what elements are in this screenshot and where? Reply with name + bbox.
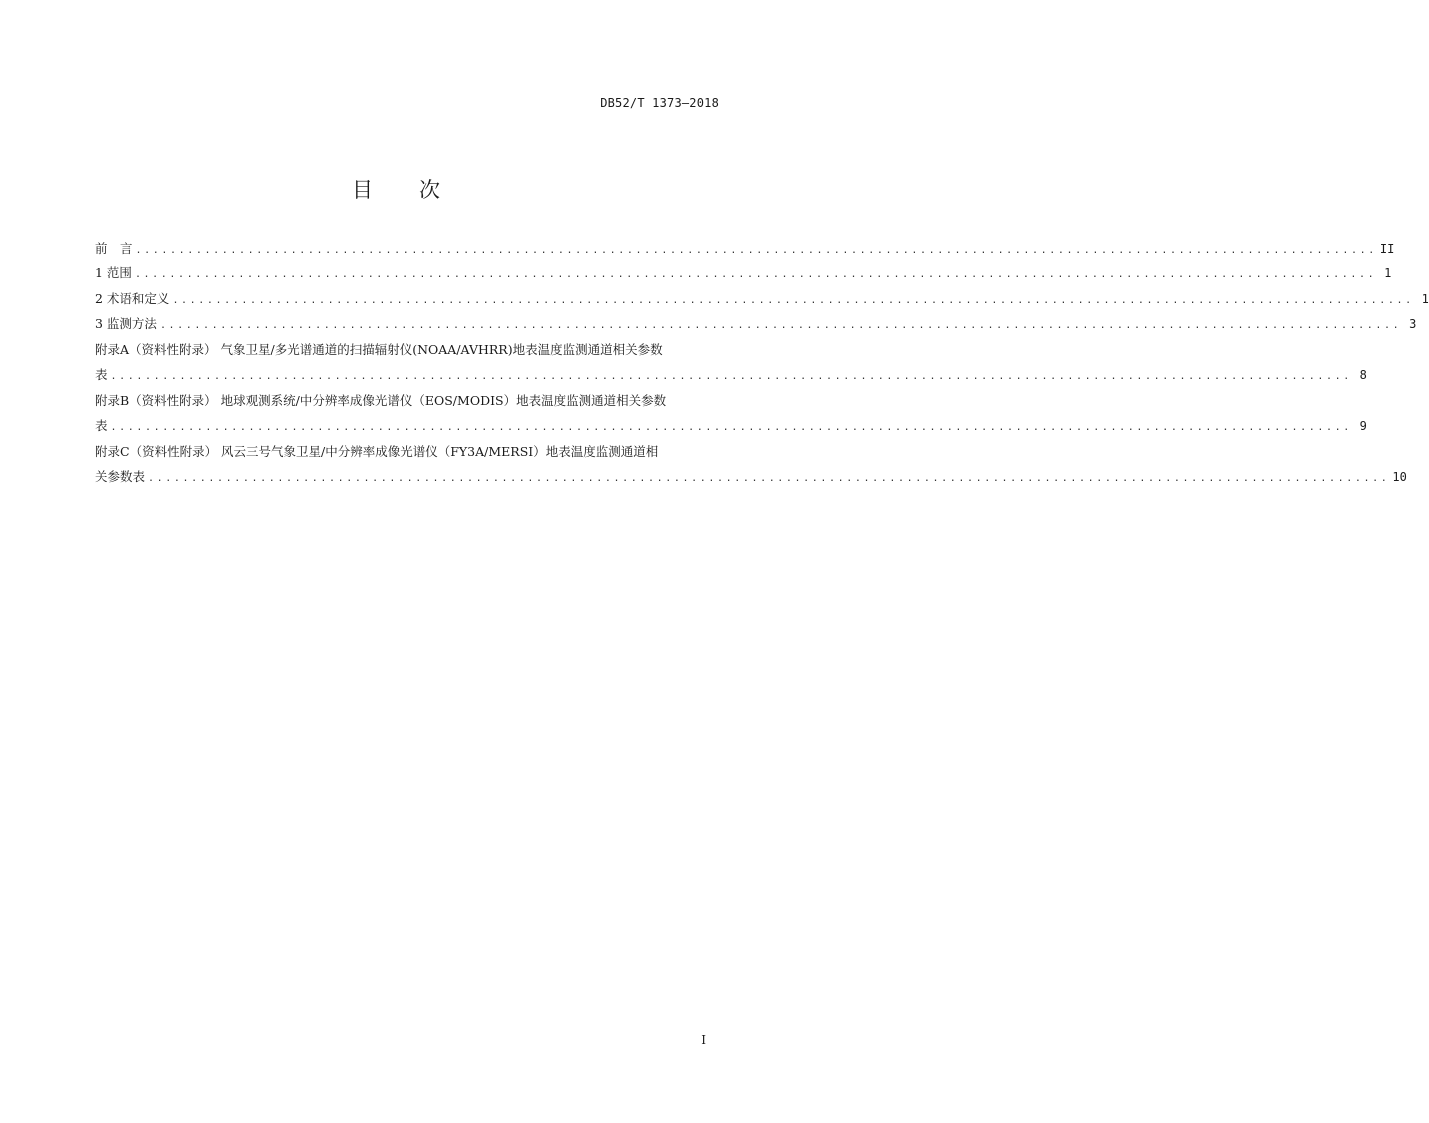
title-char-2: 次: [419, 178, 442, 202]
toc-page-number: II: [1379, 242, 1395, 256]
toc-entry-terms[interactable]: [95, 286, 1429, 312]
page-title: [0, 174, 794, 204]
toc-entry-appendix-b-line1[interactable]: [95, 388, 711, 414]
toc-page-number: 1: [1421, 291, 1429, 306]
toc-entry-label: 表: [95, 418, 108, 433]
page-number: I: [701, 1033, 706, 1047]
toc-entry-label: 3 监测方法: [95, 316, 157, 331]
toc-entry-label: 附录B（资料性附录） 地球观测系统/中分辨率成像光谱仪（EOS/MODIS）地表温度监测通道相关参数: [95, 392, 667, 408]
toc-entry-label: 附录C（资料性附录） 风云三号气象卫星/中分辨率成像光谱仪（FY3A/MERSI）地表温度监测通道相: [95, 443, 659, 459]
toc-entry-methods[interactable]: [95, 311, 1417, 337]
title-char-1: 目: [352, 178, 375, 202]
toc-leader-dots: ................................................................................................................................................: [110, 371, 1352, 382]
toc-leader-dots: ................................................................................................................................................: [135, 245, 1377, 256]
standard-code: DB52/T 1373—2018: [600, 96, 719, 110]
toc-entry-scope[interactable]: [95, 260, 1392, 286]
toc-leader-dots: ................................................................................................................................................: [148, 473, 1390, 484]
toc-leader-dots: ................................................................................................................................................: [159, 320, 1402, 331]
toc-page-number: 9: [1359, 419, 1367, 433]
toc-page-number: 3: [1409, 317, 1417, 331]
toc-entry-foreword[interactable]: [95, 238, 1395, 260]
toc-entry-label: 1 范围: [95, 265, 132, 280]
toc-page-number: 8: [1359, 368, 1367, 382]
toc-entry-appendix-b-line2[interactable]: [95, 413, 1367, 439]
table-of-contents: [95, 238, 1429, 490]
toc-page-number: 1: [1384, 266, 1392, 280]
toc-leader-dots: ................................................................................................................................................: [134, 269, 1377, 280]
toc-entry-label: 2 术语和定义: [95, 290, 170, 306]
toc-entry-label: 关参数表: [95, 469, 146, 484]
toc-entry-label: 附录A（资料性附录） 气象卫星/多光谱通道的扫描辐射仪(NOAA/AVHRR)地表温度监测通道相关参数: [95, 341, 663, 357]
toc-entry-appendix-c-line1[interactable]: [95, 439, 711, 465]
toc-entry-label: 前 言: [95, 241, 133, 256]
toc-entry-appendix-a-line1[interactable]: [95, 337, 711, 363]
toc-page-number: 10: [1392, 470, 1407, 484]
toc-leader-dots: ................................................................................................................................................: [172, 294, 1414, 306]
toc-leader-dots: ................................................................................................................................................: [110, 422, 1352, 433]
toc-entry-appendix-c-line2[interactable]: [95, 464, 1407, 490]
toc-entry-label: 表: [95, 367, 108, 382]
toc-entry-appendix-a-line2[interactable]: [95, 362, 1367, 388]
